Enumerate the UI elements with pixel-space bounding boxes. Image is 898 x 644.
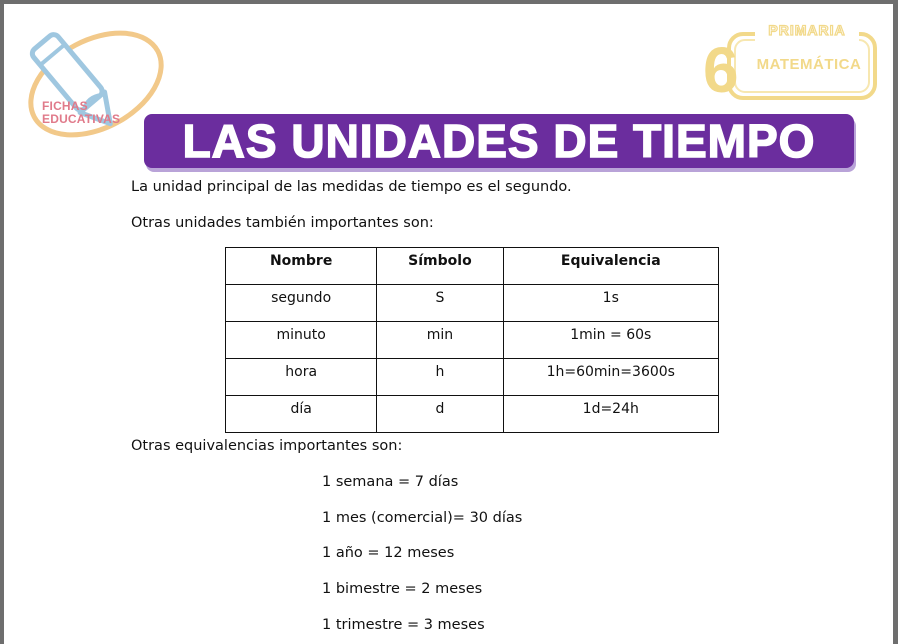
logo-line-1: FICHAS	[42, 99, 88, 113]
table-header-row	[226, 248, 719, 285]
cell-nombre: minuto	[226, 322, 377, 359]
page-title: LAS UNIDADES DE TIEMPO	[182, 115, 816, 167]
header-equivalencia: Equivalencia	[503, 248, 718, 285]
logo-line-2: EDUCATIVAS	[42, 112, 121, 126]
table-row	[226, 322, 719, 359]
header-simbolo: Símbolo	[377, 248, 503, 285]
primaria-label: PRIMARIA	[768, 22, 846, 38]
cell-nombre: día	[226, 396, 377, 433]
cell-nombre: segundo	[226, 285, 377, 322]
intro-text: La unidad principal de las medidas de tiempo es el segundo.	[131, 179, 572, 195]
cell-simbolo: min	[377, 322, 503, 359]
equivalence-item: 1 bimestre = 2 meses	[322, 581, 483, 597]
title-banner	[144, 114, 854, 168]
cell-nombre: hora	[226, 359, 377, 396]
table-row	[226, 396, 719, 433]
fichas-educativas-text	[42, 100, 120, 126]
cell-simbolo: h	[377, 359, 503, 396]
primaria-matematica-logo	[699, 20, 884, 110]
units-subtitle: Otras unidades también importantes son:	[131, 215, 434, 231]
header-nombre: Nombre	[226, 248, 377, 285]
table-row	[226, 285, 719, 322]
cell-equivalencia: 1min = 60s	[503, 322, 718, 359]
equivalence-item: 1 año = 12 meses	[322, 545, 455, 561]
table-row	[226, 359, 719, 396]
time-units-table	[225, 247, 719, 433]
worksheet-page	[4, 4, 893, 644]
cell-equivalencia: 1h=60min=3600s	[503, 359, 718, 396]
equivalence-item: 1 trimestre = 3 meses	[322, 617, 485, 633]
grade-number: 6	[703, 34, 739, 106]
equivalence-item: 1 semana = 7 días	[322, 474, 459, 490]
cell-simbolo: d	[377, 396, 503, 433]
equivalence-item: 1 mes (comercial)= 30 días	[322, 510, 523, 526]
cell-equivalencia: 1s	[503, 285, 718, 322]
cell-simbolo: S	[377, 285, 503, 322]
cell-equivalencia: 1d=24h	[503, 396, 718, 433]
equivalences-subtitle: Otras equivalencias importantes son:	[131, 438, 403, 454]
matematica-label: MATEMÁTICA	[756, 56, 862, 73]
